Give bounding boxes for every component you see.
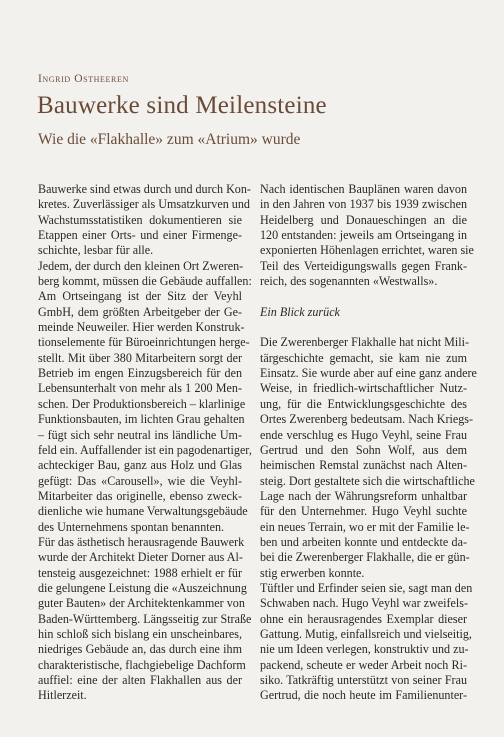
text-line: Funktionsbauten, im lichten Grau gehalten [38, 412, 245, 427]
text-line: die gelungene Leistung die «Auszeichnung [38, 580, 247, 595]
text-line: Gattung. Mutig, einfallsreich und vielseitig, [260, 626, 472, 641]
text-line: Betrieb im engen Einzugsbereich für den [38, 366, 242, 381]
text-line: Für das ästhetisch herausragende Bauwerk [38, 534, 245, 549]
text-line: in den Jahren von 1937 bis 1939 zwischen [260, 197, 467, 212]
text-line: siko. Tatkräftig unterstützt von seiner Frau [260, 673, 467, 687]
paragraph-gap [260, 320, 467, 335]
text-line: kretes. Zuverlässiger als Umsatzkurven und [38, 197, 250, 212]
text-line: ende verschlug es Hugo Veyhl, seine Frau [260, 427, 467, 442]
text-line: Tüftler und Erfinder seien sie, sagt man den [260, 580, 473, 595]
text-line: berg kommt, müssen die Gebäude auffallen: [38, 274, 252, 289]
text-line: ung, für die Entwicklungsgeschichte des [260, 396, 467, 411]
text-line: tensteig ausgezeichnet: 1988 erhielt er für [38, 565, 242, 580]
text-line: Weise, in friedlich-wirtschaftlicher Nutz- [260, 381, 467, 396]
text-line: dienliche wie humane Verwaltungsgebäude [38, 504, 248, 519]
text-line: schen. Der Produktionsbereich – klarlinige [38, 396, 246, 411]
text-line: auffiel: eine der alten Flakhallen aus der [38, 673, 242, 687]
text-line: 120 entstanden: jeweils am Ortseingang in [260, 228, 467, 243]
text-line: Am Ortseingang ist der Sitz der Veyhl [38, 289, 242, 304]
text-line: ohne ein herausragendes Exemplar dieser [260, 611, 467, 626]
text-line: charakteristische, flachgiebelige Dachform [38, 657, 246, 672]
text-line: hin schloß sich bislang ein unscheinbares, [38, 626, 242, 641]
section-heading: Ein Blick zurück [260, 304, 340, 319]
text-line: Nach identischen Bauplänen waren davon [260, 182, 467, 196]
text-line: tionselemente für Büroeinrichtungen herge- [38, 335, 250, 350]
text-column-left [38, 182, 252, 704]
text-line: Wachstumsstatistiken dokumentieren sie [38, 212, 242, 227]
text-line: Baden-Württemberg. Längsseitig zur Straße [38, 611, 252, 626]
text-line: Gertrud und den Sohn Wolf, aus dem [260, 442, 467, 457]
text-block-westwall [260, 182, 474, 289]
text-line: exponierten Höhenlagen errichtet, waren sie [260, 243, 474, 258]
text-line: packend, scheute er weder Arbeit noch Ri- [260, 657, 467, 672]
text-line: des Unternehmens spontan benannten. [38, 519, 225, 534]
text-line: heimischen Remstal zunächst nach Alten- [260, 458, 467, 473]
text-line: steig. Dort gestaltete sich die wirtschaftliche [260, 473, 475, 488]
text-line: Jedem, der durch den kleinen Ort Zweren- [38, 258, 244, 273]
text-line: Die Zwerenberger Flakhalle hat nicht Mili- [260, 335, 469, 350]
text-line: GmbH, dem größten Arbeitgeber der Ge- [38, 304, 242, 319]
text-line: Teil des Verteidigungswalls gegen Frank- [260, 258, 467, 273]
text-line: achteckiger Bau, ganz aus Holz und Glas [38, 458, 242, 473]
text-line: meinde Neuweiler. Hier werden Konstruk- [38, 320, 245, 335]
text-line: Lebensunterhalt von mehr als 1 200 Men- [38, 381, 242, 396]
text-line: Einsatz. Sie wurde aber auf eine ganz andere [260, 366, 477, 381]
text-line: Bauwerke sind etwas durch und durch Kon- [38, 182, 251, 196]
text-line: nie um Ideen verlegen, konstruktiv und zu- [260, 642, 469, 657]
text-line: gefügt: Das «Carousell», wie die Veyhl- [38, 473, 242, 488]
text-line: bei die Zwerenberger Flakhalle, die er gün- [260, 550, 470, 565]
text-line: guter Bauten» der Architektenkammer von [38, 596, 245, 611]
text-line: niedriges Gebäude an, das durch eine ihm [38, 642, 242, 657]
text-line: tärgeschichte gemacht, sie kam nie zum [260, 350, 467, 365]
text-column-right [260, 182, 477, 704]
text-line: Mitarbeiter das originelle, ebenso zweck- [38, 488, 242, 503]
text-line: Gertrud, die noch heute im Familienunter- [260, 688, 467, 703]
article-title: Bauwerke sind Meilensteine [37, 92, 327, 119]
text-line: Ortes Zwerenberg bedeutsam. Nach Kriegs- [260, 412, 474, 427]
text-block-history [260, 335, 477, 703]
text-line: wurde der Architekt Dieter Dorner aus Al- [38, 550, 243, 565]
text-line: Heidelberg und Donaueschingen an die [260, 212, 467, 227]
text-line: Hitlerzeit. [38, 688, 87, 703]
text-line: feld ein. Auffallender ist ein pagodenartiger, [38, 442, 252, 457]
text-line: Etappen einer Orts- und einer Firmenge- [38, 228, 242, 243]
text-line: für den Unternehmer. Hugo Veyhl suchte [260, 504, 467, 519]
author-name: Ingrid Ostheeren [38, 73, 129, 85]
text-line: Schwaben nach. Hugo Veyhl war zweifels- [260, 596, 468, 611]
text-line: schichte, lesbar für alle. [38, 243, 154, 258]
text-line: ben und arbeiten konnte und entdeckte da- [260, 534, 467, 549]
text-line: ein neues Terrain, wo er mit der Familie le- [260, 519, 470, 534]
text-line: stellt. Mit über 380 Mitarbeitern sorgt der [38, 350, 242, 365]
text-line: stig erwerben konnte. [260, 565, 365, 580]
text-line: reich, des sogenannten «Westwalls». [260, 274, 438, 289]
text-line: Lage nach der Währungsreform unhaltbar [260, 488, 467, 503]
paragraph-gap [260, 289, 467, 304]
text-line: – fügt sich sehr neutral ins ländliche Um- [38, 427, 242, 442]
article-subtitle: Wie die «Flakhalle» zum «Atrium» wurde [38, 131, 301, 148]
